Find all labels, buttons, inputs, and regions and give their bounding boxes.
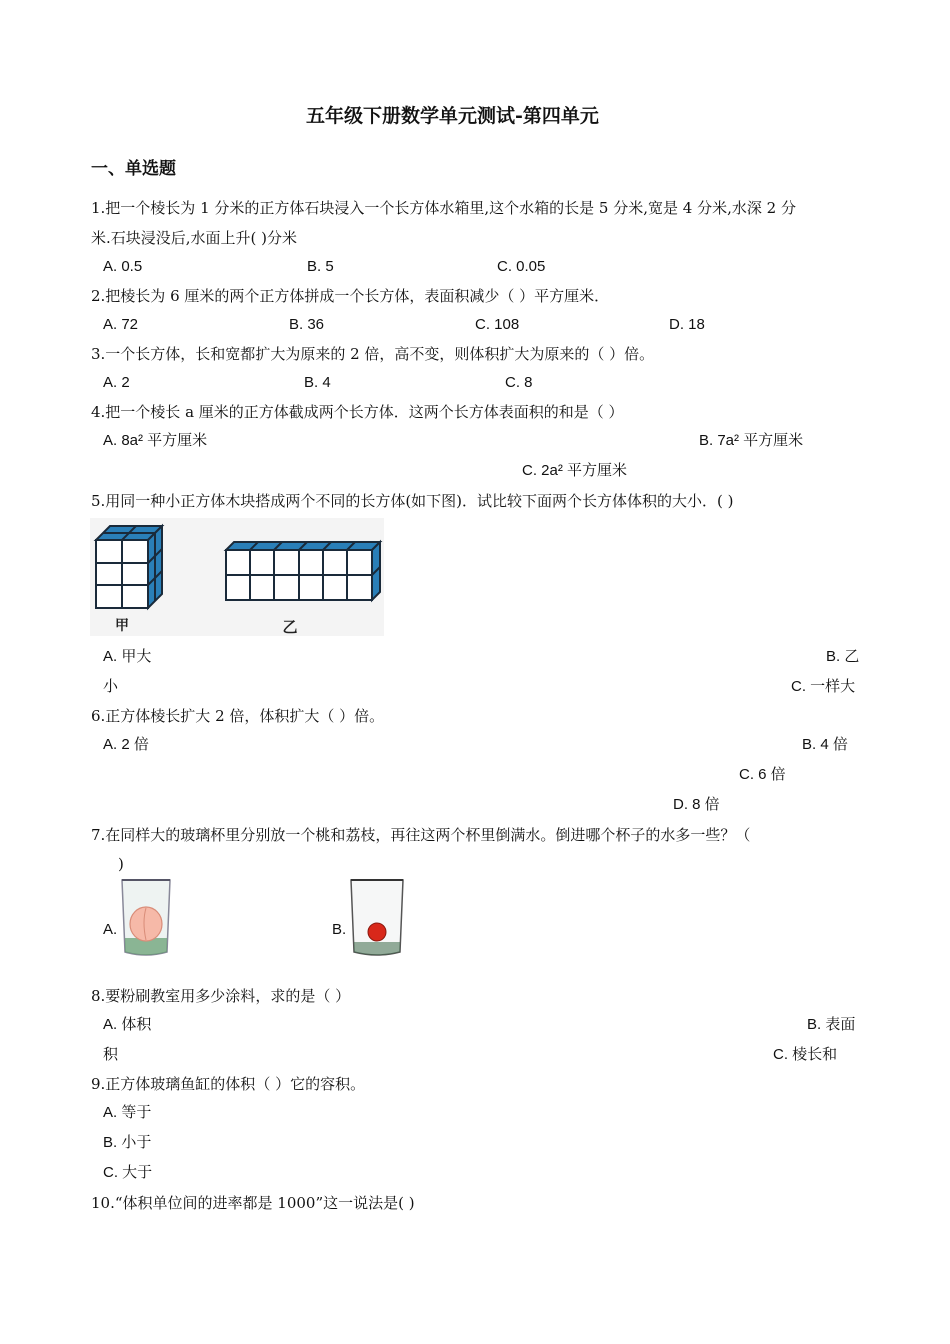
question-2-option-a[interactable]: A. 72: [103, 316, 139, 333]
question-9-option-a[interactable]: A. 等于: [103, 1104, 152, 1121]
figure-label-jia: 甲: [115, 618, 129, 634]
question-5-option-b-cont: 小: [103, 678, 119, 695]
question-9-text: 9.正方体玻璃鱼缸的体积（ ）它的容积。: [91, 1075, 366, 1093]
question-6-option-d[interactable]: D. 8 倍: [673, 796, 720, 813]
question-8-text: 8.要粉刷教室用多少涂料，求的是（ ）: [91, 987, 351, 1005]
question-6-option-c[interactable]: C. 6 倍: [739, 766, 786, 783]
glass-lychee-image: [348, 878, 406, 958]
question-1-option-c[interactable]: C. 0.05: [497, 258, 546, 275]
question-4-option-b[interactable]: B. 7a² 平方厘米: [699, 432, 804, 449]
question-7-option-a[interactable]: A.: [103, 921, 118, 938]
glass-peach-image: [118, 878, 174, 958]
question-3-option-a[interactable]: A. 2: [103, 374, 130, 391]
question-5-option-c[interactable]: C. 一样大: [791, 678, 856, 695]
question-3-option-b[interactable]: B. 4: [304, 374, 331, 391]
question-8-option-b[interactable]: B. 表面: [807, 1016, 856, 1033]
question-7-text-cont: ): [118, 855, 124, 873]
section-heading: 一、单选题: [91, 159, 176, 179]
question-4-option-c[interactable]: C. 2a² 平方厘米: [522, 462, 628, 479]
cuboid-jia: [96, 526, 162, 608]
question-5-option-a[interactable]: A. 甲大: [103, 648, 152, 665]
question-6-text: 6.正方体棱长扩大 2 倍，体积扩大（ ）倍。: [91, 707, 385, 725]
question-7-option-b[interactable]: B.: [332, 921, 347, 938]
cuboid-yi: [226, 542, 380, 600]
question-3-option-c[interactable]: C. 8: [505, 374, 533, 391]
question-2-option-b[interactable]: B. 36: [289, 316, 325, 333]
question-5-option-b[interactable]: B. 乙: [826, 648, 860, 665]
question-4-text: 4.把一个棱长 a 厘米的正方体截成两个长方体．这两个长方体表面积的和是（ ）: [91, 403, 624, 421]
question-4-option-a[interactable]: A. 8a² 平方厘米: [103, 432, 208, 449]
question-6-option-b[interactable]: B. 4 倍: [802, 736, 848, 753]
question-8-option-b-cont: 积: [103, 1046, 119, 1063]
question-2-option-d[interactable]: D. 18: [669, 316, 705, 333]
question-10-text: 10.“体积单位间的进率都是 1000”这一说法是( ): [91, 1194, 415, 1212]
question-8-option-c[interactable]: C. 棱长和: [773, 1046, 838, 1063]
question-8-option-a[interactable]: A. 体积: [103, 1016, 152, 1033]
question-9-option-c[interactable]: C. 大于: [103, 1164, 153, 1181]
figure-label-yi: 乙: [282, 618, 298, 636]
question-3-text: 3.一个长方体，长和宽都扩大为原来的 2 倍，高不变，则体积扩大为原来的（ ）倍。: [91, 345, 655, 363]
question-1-option-b[interactable]: B. 5: [307, 258, 334, 275]
question-1-option-a[interactable]: A. 0.5: [103, 258, 143, 275]
question-2-text: 2.把棱长为 6 厘米的两个正方体拼成一个长方体，表面积减少（ ）平方厘米．: [91, 287, 610, 305]
page-title: 五年级下册数学单元测试-第四单元: [306, 105, 599, 127]
question-9-option-b[interactable]: B. 小于: [103, 1134, 152, 1151]
question-5-text: 5.用同一种小正方体木块搭成两个不同的长方体(如下图)．试比较下面两个长方体体积的大小．( ): [91, 492, 734, 510]
question-2-option-c[interactable]: C. 108: [475, 316, 520, 333]
question-7-text: 7.在同样大的玻璃杯里分别放一个桃和荔枝，再往这两个杯里倒满水。倒进哪个杯子的水多一些？（: [91, 826, 751, 844]
question-6-option-a[interactable]: A. 2 倍: [103, 736, 149, 753]
question-1-text-cont: 米.石块浸没后,水面上升( )分米: [91, 229, 298, 247]
cuboid-figure: [90, 518, 384, 636]
question-1-text: 1.把一个棱长为 1 分米的正方体石块浸入一个长方体水箱里,这个水箱的长是 5 分米,宽是 4 分米,水深 2 分: [91, 199, 796, 217]
